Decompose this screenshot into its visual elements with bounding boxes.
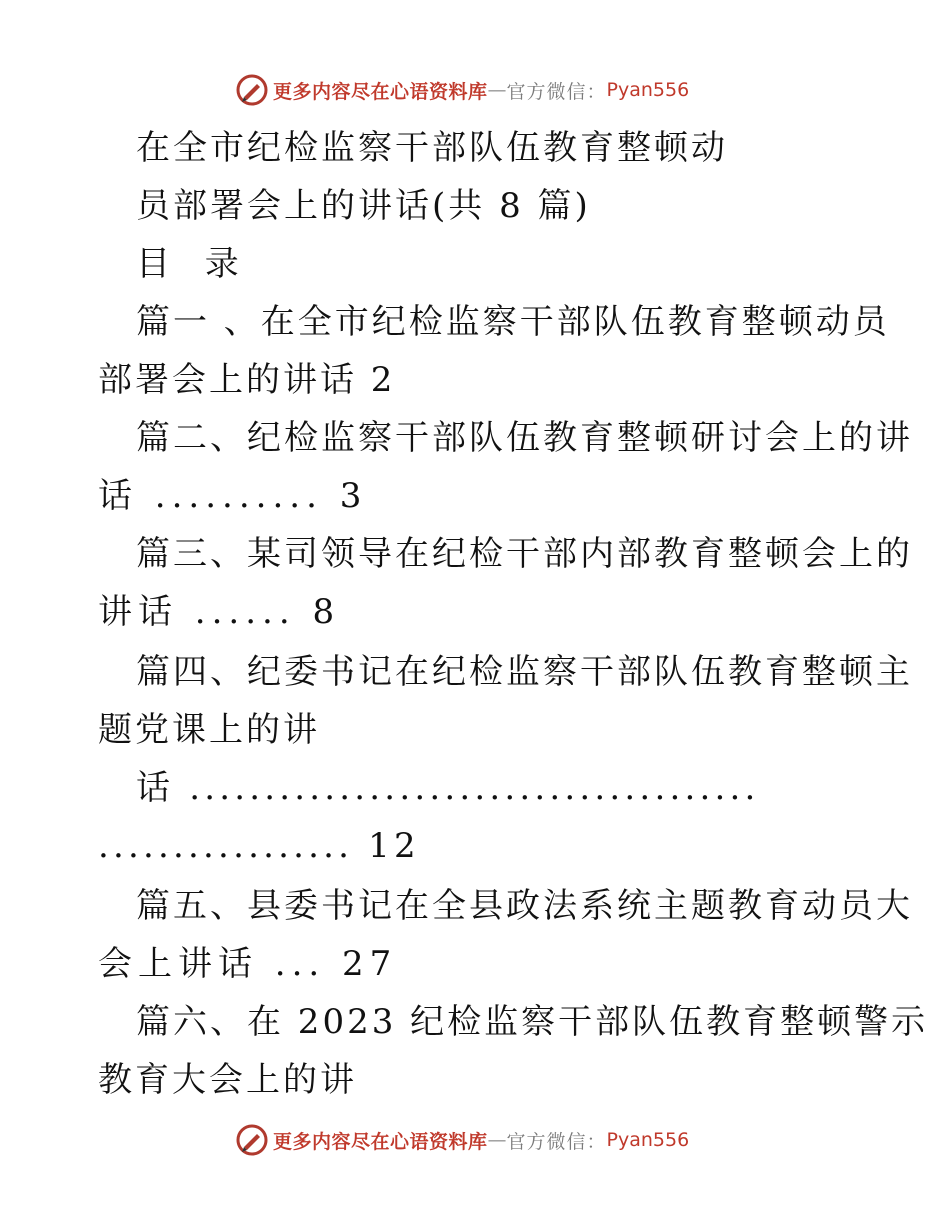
pen-logo-icon [235, 73, 269, 107]
pen-logo-icon [235, 1123, 269, 1157]
watermark-text: 更多内容尽在心语资料库 [273, 80, 488, 103]
toc-entry-6-line-2: 教育大会上的讲 [98, 1060, 357, 1100]
footer-watermark [235, 1122, 715, 1158]
watermark-dash: — [487, 79, 507, 101]
toc-entry-4-line-1: 篇四、纪委书记在纪检监察干部队伍教育整顿主 [136, 652, 913, 692]
toc-heading: 目 录 [136, 244, 251, 284]
toc-entry-4-line-3: 话 ...................................... [136, 768, 760, 808]
toc-entry-6-line-1: 篇六、在 2023 纪检监察干部队伍教育整顿警示 [136, 1002, 929, 1042]
toc-entry-4-line-4: ................. 12 [98, 826, 420, 866]
watermark-official-label: 官方微信： [506, 1130, 607, 1153]
toc-entry-4-line-2: 题党课上的讲 [98, 710, 320, 750]
toc-entry-2-line-1: 篇二、纪检监察干部队伍教育整顿研讨会上的讲 [136, 418, 913, 458]
document-title-line-2: 员部署会上的讲话(共 8 篇) [136, 186, 591, 226]
watermark-wechat-id: Pyan556 [606, 1129, 690, 1151]
document-title-line-1: 在全市纪检监察干部队伍教育整顿动 [136, 128, 728, 168]
toc-entry-3-line-2: 讲话 ...... 8 [98, 592, 341, 632]
toc-entry-3-line-1: 篇三、某司领导在纪检干部内部教育整顿会上的 [136, 534, 913, 574]
watermark-official-label: 官方微信： [506, 80, 607, 103]
watermark-dash: — [487, 1129, 507, 1151]
toc-entry-1-line-1: 篇一 、在全市纪检监察干部队伍教育整顿动员 [136, 302, 890, 342]
watermark-text: 更多内容尽在心语资料库 [273, 1130, 488, 1153]
toc-entry-2-line-2: 话 .......... 3 [98, 476, 368, 516]
watermark-wechat-id: Pyan556 [606, 79, 690, 101]
toc-entry-5-line-2: 会上讲话 ... 27 [98, 944, 398, 984]
toc-entry-5-line-1: 篇五、县委书记在全县政法系统主题教育动员大 [136, 886, 913, 926]
toc-entry-1-line-2: 部署会上的讲话 2 [98, 360, 396, 400]
header-watermark [235, 72, 715, 108]
